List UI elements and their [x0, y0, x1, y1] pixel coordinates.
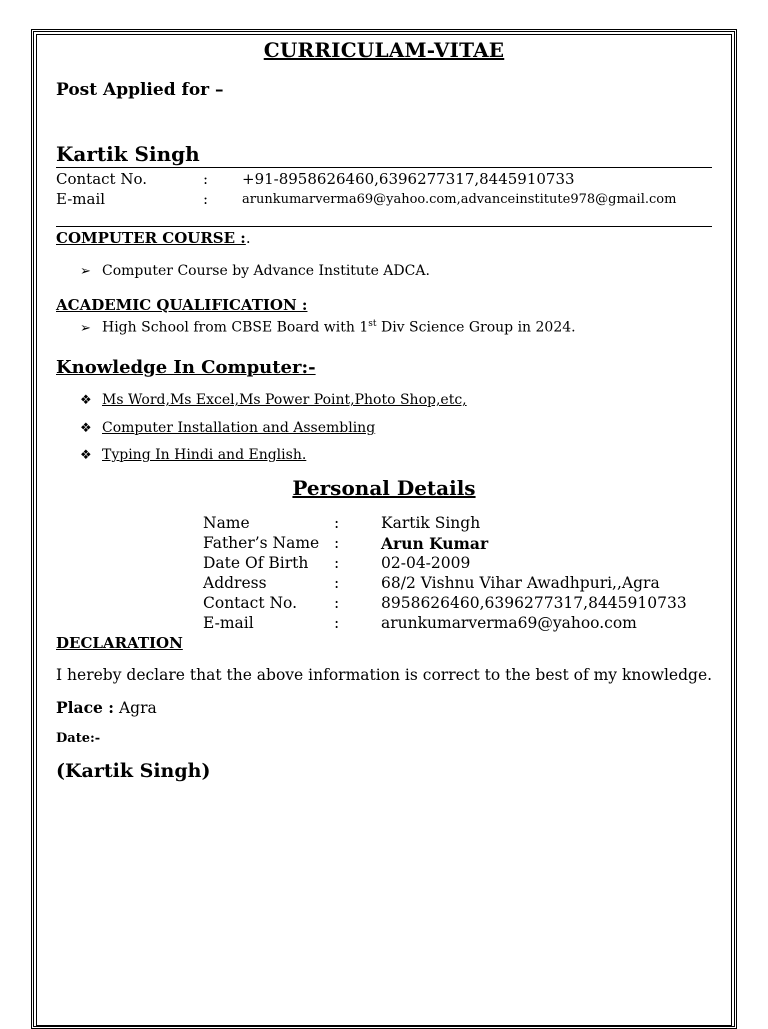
knowledge-item: Computer Installation and Assembling [102, 420, 376, 436]
personal-separator: : [334, 514, 340, 532]
list-item [80, 447, 306, 463]
academic-item-before: High School from CBSE Board with 1 [102, 319, 369, 336]
email-separator: : [203, 190, 209, 208]
signature-name: (Kartik Singh) [56, 760, 211, 782]
email-label: E-mail [56, 190, 106, 208]
post-applied-label: Post Applied for – [56, 80, 224, 100]
date-label: Date:- [56, 731, 101, 746]
computer-course-heading-line [56, 228, 251, 247]
computer-course-item: Computer Course by Advance Institute ADCA. [102, 263, 430, 279]
candidate-name: Kartik Singh [56, 142, 200, 166]
name-divider [56, 167, 712, 168]
personal-label: Father’s Name [203, 534, 320, 552]
academic-heading: ACADEMIC QUALIFICATION : [56, 296, 308, 314]
personal-label: Address [203, 574, 267, 592]
knowledge-item: Ms Word,Ms Excel,Ms Power Point,Photo Shop,etc, [102, 392, 467, 408]
personal-separator: : [334, 594, 340, 612]
place-label: Place : [56, 698, 115, 717]
declaration-text: I hereby declare that the above information is correct to the best of my knowledge. [56, 666, 713, 684]
personal-value: 02-04-2009 [381, 554, 471, 572]
diamond-bullet-icon: ❖ [80, 393, 92, 408]
document-title: CURRICULAM-VITAE [263, 38, 505, 62]
computer-course-heading-suffix: . [245, 229, 251, 247]
email-value: arunkumarverma69@yahoo.com,advanceinstitute978@gmail.com [242, 192, 677, 207]
personal-label: Contact No. [203, 594, 298, 612]
arrow-bullet-icon: ➢ [80, 320, 91, 336]
place-value: Agra [118, 699, 157, 717]
personal-separator: : [334, 574, 340, 592]
personal-separator: : [334, 614, 340, 632]
diamond-bullet-icon: ❖ [80, 448, 92, 463]
computer-course-heading: COMPUTER COURSE : [56, 229, 246, 247]
list-item [80, 420, 375, 436]
knowledge-heading: Knowledge In Computer:- [56, 357, 316, 378]
contact-value: +91-8958626460,6396277317,8445910733 [242, 170, 575, 188]
list-item [80, 392, 467, 408]
list-item [80, 319, 576, 336]
personal-separator: : [334, 534, 340, 552]
personal-value: arunkumarverma69@yahoo.com [381, 614, 637, 632]
personal-label: E-mail [203, 614, 254, 632]
diamond-bullet-icon: ❖ [80, 421, 92, 436]
personal-value: 68/2 Vishnu Vihar Awadhpuri,,Agra [381, 574, 660, 592]
personal-label: Date Of Birth [203, 554, 309, 572]
personal-label: Name [203, 514, 250, 532]
declaration-heading: DECLARATION [56, 634, 183, 652]
list-item [80, 263, 430, 279]
arrow-bullet-icon: ➢ [80, 264, 91, 279]
place-line [56, 698, 157, 717]
knowledge-item: Typing In Hindi and English. [102, 447, 307, 463]
personal-details-heading: Personal Details [292, 476, 476, 500]
academic-item-after: Div Science Group in 2024. [376, 319, 576, 336]
contact-separator: : [203, 170, 209, 188]
contact-label: Contact No. [56, 170, 147, 188]
personal-value: Kartik Singh [381, 514, 481, 532]
personal-separator: : [334, 554, 340, 572]
academic-item-sup: st [368, 319, 377, 329]
contact-divider [56, 226, 712, 227]
personal-value: Arun Kumar [381, 534, 489, 553]
personal-value: 8958626460,6396277317,8445910733 [381, 594, 687, 612]
